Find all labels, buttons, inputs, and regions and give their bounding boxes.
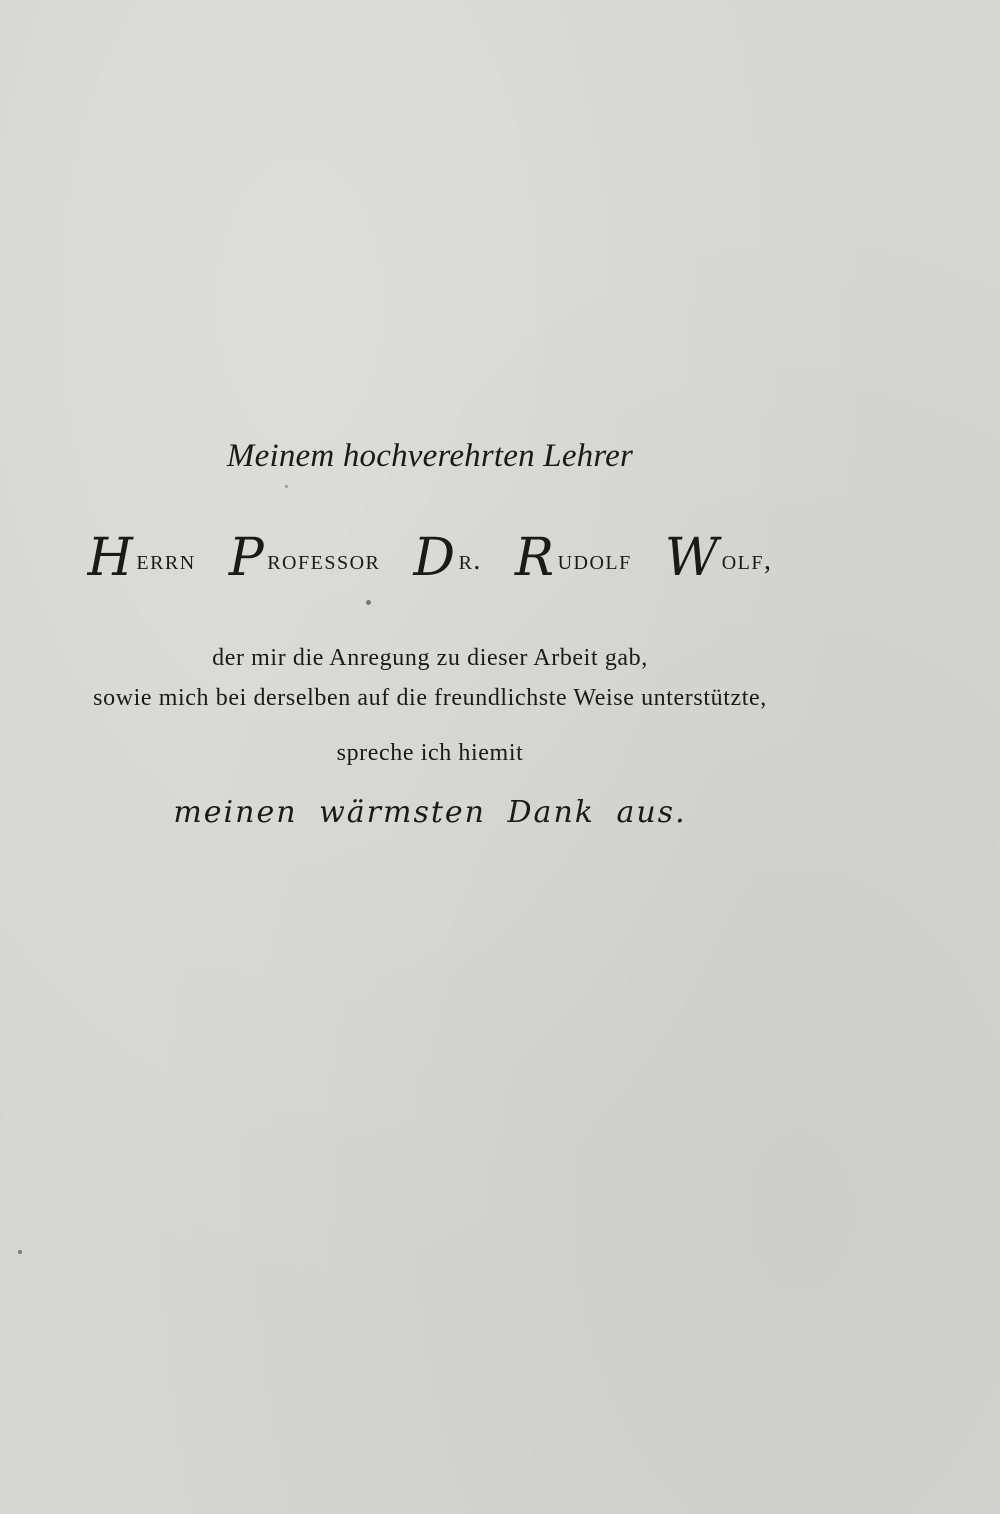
dedication-closing: meinen wärmsten Dank aus.	[173, 795, 687, 830]
name-rest: udolf	[557, 545, 632, 576]
name-word-dr	[413, 528, 482, 588]
dedication-body-line-2: sowie mich bei derselben auf die freundlichste Weise unterstützte,	[93, 685, 767, 711]
name-cap: P	[228, 528, 266, 588]
name-cap: H	[87, 528, 135, 588]
name-word-wolf	[664, 528, 773, 588]
name-word-rudolf	[514, 528, 632, 588]
name-word-herrn	[87, 528, 196, 588]
dedicatee-name	[0, 528, 860, 588]
dedication-body-line-1: der mir die Anregung zu dieser Arbeit gab,	[212, 645, 648, 671]
ink-speck	[366, 600, 371, 605]
name-rest: rofessor	[267, 545, 381, 576]
ink-speck	[285, 485, 288, 488]
name-word-professor	[228, 528, 381, 588]
name-cap: D	[413, 528, 457, 588]
dedication-intro: Meinem hochverehrten Lehrer	[226, 438, 634, 474]
name-cap: W	[664, 528, 720, 588]
name-cap: R	[514, 528, 556, 588]
dedication-body-line-3: spreche ich hiemit	[336, 740, 524, 766]
name-rest: errn	[136, 545, 196, 576]
name-rest: olf,	[721, 545, 773, 576]
ink-speck	[18, 1250, 22, 1254]
name-rest: r.	[458, 545, 482, 576]
